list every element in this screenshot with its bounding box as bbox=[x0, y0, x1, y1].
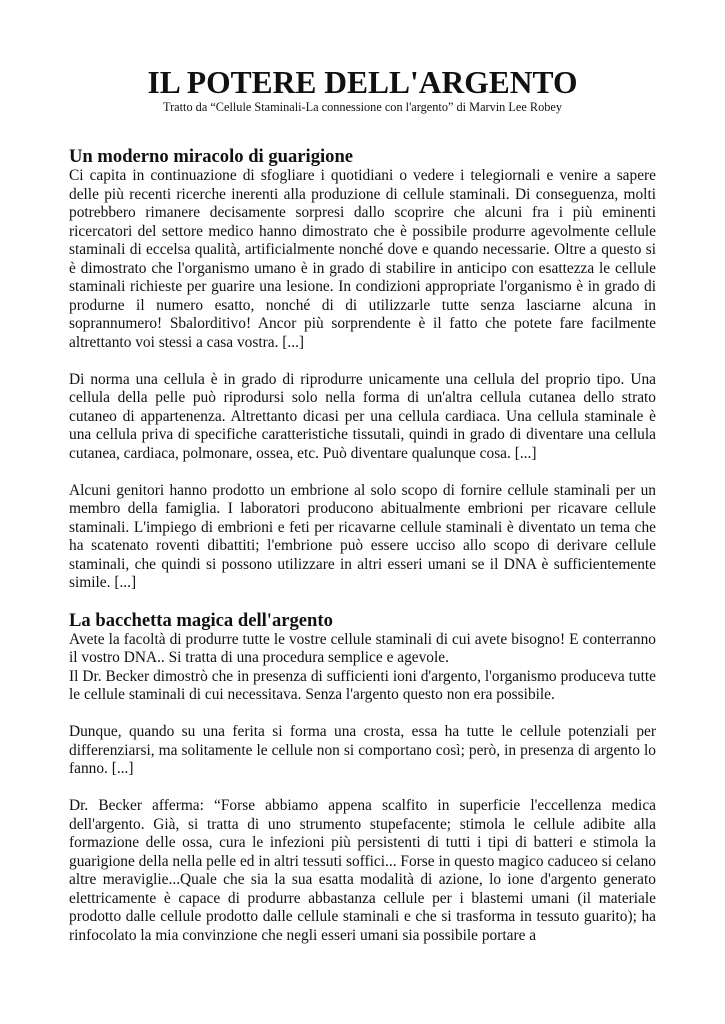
section-heading: Un moderno miracolo di guarigione bbox=[69, 146, 354, 167]
paragraph: Di norma una cellula è in grado di riprodurre unicamente una cellula del proprio tipo. Una cellula della pelle può riprodursi solo nella forma di un'altra cellula cutanea dello strato cutaneo di appartenenza. Altrettanto dicasi per una cellula cardiaca. Una cellula staminale è una cellula priva di specifiche caratteristiche tissutali, quindi in grado di diventare una cellula cutanea, cardiaca, polmonare, ossea, etc. Può diventare qualunque cosa. [...] bbox=[69, 370, 656, 462]
section-heading: La bacchetta magica dell'argento bbox=[69, 609, 333, 631]
paragraph: Avete la facoltà di produrre tutte le vostre cellule staminali di cui avete bisogno! E conterranno il vostro DNA.. Si tratta di una procedura semplice e agevole. bbox=[69, 630, 656, 666]
document-page bbox=[69, 66, 656, 945]
paragraph: Ci capita in continuazione di sfogliare i quotidiani o vedere i telegiornali e venire a sapere delle più recenti ricerche inerenti alla produzione di cellule staminali. Di conseguenza, molti potrebbero rimanere decisamente sorpresi dallo scoprire che alcuni fra i più eminenti ricercatori del settore medico hanno dimostrato che è possibile produrre agevolmente cellule staminali di eccelsa qualità, artificialmente nonché dove e quando necessarie. Oltre a questo si è dimostrato che l'organismo umano è in grado di stabilire in anticipo con esattezza le cellule staminali richieste per guarire una lesione. In condizioni appropriate l'organismo è in grado di produrne il numero esatto, nonché di di utilizzarle tutte senza lasciarne alcuna in soprannumero! Sbalorditivo! Ancor più sorprendente è il fatto che potete fare facilmente altrettanto voi stessi a casa vostra. [...] bbox=[69, 167, 656, 351]
paragraph: Dr. Becker afferma: “Forse abbiamo appena scalfito in superficie l'eccellenza medica dell'argento. Già, si tratta di uno strumento stupefacente; stimola le cellule adibite alla formazione delle ossa, cura le infezioni più persistenti di tutti i tipi di batteri e stimola la guarigione della nella pelle ed in altri tessuti soffici... Forse in questo magico caduceo si celano altre meraviglie...Quale che sia la sua esatta modalità di azione, lo ione d'argento generato elettricamente è capace di produrre abbastanza cellule per i blastemi umani (il materiale prodotto dalle cellule prodotto dalle cellule staminali e che si trasforma in tessuto guarito); ha rinfocolato la mia convinzione che negli esseri umani sia possibile portare a bbox=[69, 797, 656, 944]
document-title: IL POTERE DELL'ARGENTO bbox=[147, 65, 578, 100]
paragraph: Il Dr. Becker dimostrò che in presenza di sufficienti ioni d'argento, l'organismo produceva tutte le cellule staminali di cui necessitava. Senza l'argento questo non era possibile. bbox=[69, 667, 656, 703]
paragraph: Alcuni genitori hanno prodotto un embrione al solo scopo di fornire cellule staminali per un membro della famiglia. I laboratori producono abitualmente embrioni per ricavare cellule staminali. L'impiego di embrioni e feti per ricavarne cellule staminali è diventato un tema che ha scatenato roventi dibattiti; l'embrione può essere ucciso allo scopo di derivare cellule staminali, che quindi si possono utilizzare in altri esseri umani se il DNA è sufficientemente simile. [...] bbox=[69, 481, 656, 591]
section-bacchetta bbox=[69, 610, 656, 946]
document-subtitle: Tratto da “Cellule Staminali-La connessione con l'argento” di Marvin Lee Robey bbox=[162, 100, 563, 114]
section-miracolo bbox=[69, 146, 656, 593]
paragraph: Dunque, quando su una ferita si forma una crosta, essa ha tutte le cellule potenziali per differenziarsi, ma solitamente le cellule non si comportano così; però, in presenza di argento lo fanno. [...] bbox=[69, 723, 656, 777]
